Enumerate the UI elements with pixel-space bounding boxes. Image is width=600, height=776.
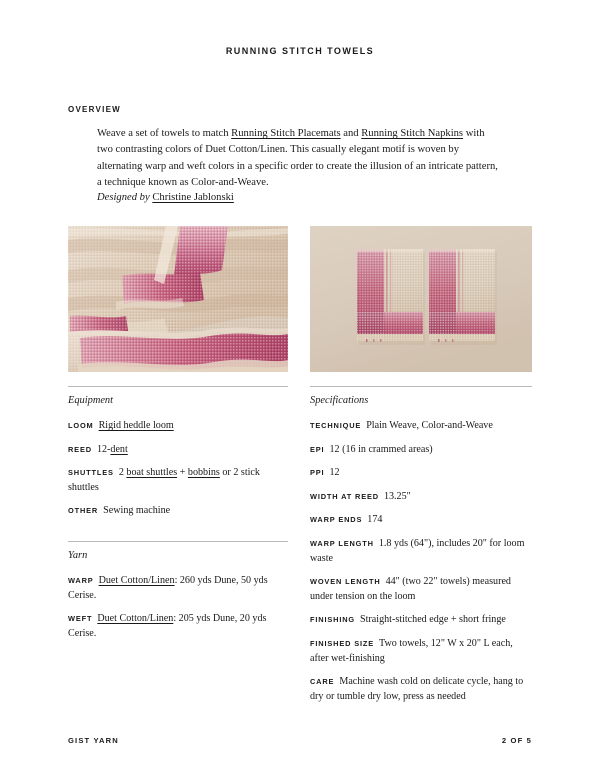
footer-page-number: 2 OF 5 xyxy=(501,736,532,745)
equipment-value-shuttles-mid: + xyxy=(177,467,188,479)
yarn-row-weft xyxy=(68,612,288,641)
towel-flatlay-photo xyxy=(310,226,532,372)
link-rigid-heddle-loom[interactable]: Rigid heddle loom xyxy=(98,420,174,431)
overview-section-label: OVERVIEW xyxy=(68,105,121,114)
spec-row-width-at-reed xyxy=(310,490,532,505)
spec-row-warp-length xyxy=(310,537,532,566)
overview-paragraph xyxy=(97,126,503,192)
spec-row-woven-length xyxy=(310,575,532,604)
spec-key-width-at-reed: WIDTH AT REED xyxy=(310,491,379,501)
equipment-row-shuttles xyxy=(68,466,288,495)
equipment-key-other: OTHER xyxy=(68,506,99,516)
link-duet-cotton-linen-weft[interactable]: Duet Cotton/Linen xyxy=(97,613,174,625)
towel-detail-photo xyxy=(68,226,288,372)
spec-key-warp-ends: WARP ENDS xyxy=(310,515,363,525)
equipment-value-shuttles-suffix: or 2 stick shuttles xyxy=(68,467,260,493)
specifications-column xyxy=(310,386,532,713)
overview-text-1: Weave a set of towels to match xyxy=(97,128,232,139)
spec-row-care xyxy=(310,675,532,704)
spec-key-finished-size: FINISHED SIZE xyxy=(310,638,375,648)
equipment-key-loom: LOOM xyxy=(68,421,94,430)
designed-by-label: Designed by xyxy=(97,192,150,203)
spec-key-woven-length: WOVEN LENGTH xyxy=(310,577,381,587)
equipment-divider xyxy=(68,386,288,387)
spec-value-epi: 12 (16 in crammed areas) xyxy=(329,443,433,455)
spec-key-ppi: PPI xyxy=(310,468,325,478)
spec-row-ppi xyxy=(310,466,532,481)
spec-value-finishing: Straight-stitched edge + short fringe xyxy=(360,614,506,626)
yarn-divider xyxy=(68,541,288,542)
yarn-key-weft: WEFT xyxy=(68,614,93,624)
spec-value-width-at-reed: 13.25" xyxy=(383,490,411,502)
yarn-value-warp: : 260 yds Dune, 50 yds Cerise. xyxy=(68,574,268,601)
towel-detail-photo-art xyxy=(68,226,288,372)
spec-row-technique xyxy=(310,419,532,434)
yarn-row-warp xyxy=(68,574,288,603)
equipment-value-reed-prefix: 12- xyxy=(96,443,111,455)
equipment-row-loom xyxy=(68,419,288,434)
equipment-value-shuttles-prefix: 2 xyxy=(118,467,127,479)
towel-flatlay-photo-art xyxy=(310,226,532,372)
link-bobbins[interactable]: bobbins xyxy=(187,467,220,479)
yarn-group-title: Yarn xyxy=(68,549,88,561)
equipment-column xyxy=(68,386,288,650)
footer-brand: GIST YARN xyxy=(68,736,119,745)
spec-value-care: Machine wash cold on delicate cycle, hang to dry or tumble dry low, press as needed xyxy=(310,676,524,702)
equipment-group-title: Equipment xyxy=(68,395,114,406)
link-dent[interactable]: dent xyxy=(110,443,128,455)
spec-row-finishing xyxy=(310,613,532,628)
equipment-value-other: Sewing machine xyxy=(103,505,171,517)
specifications-group-title: Specifications xyxy=(310,395,369,406)
spec-key-care: CARE xyxy=(310,677,335,687)
yarn-key-warp: WARP xyxy=(68,575,94,585)
spec-row-finished-size xyxy=(310,637,532,666)
spec-value-ppi: 12 xyxy=(329,467,340,479)
equipment-row-reed xyxy=(68,443,288,458)
overview-text-3: with two contrasting colors of Duet Cotton/Linen. This casually elegant motif is woven by alternating warp and weft colors in a specific order to create the illusion of an intricate pattern, a technique known as Color-and-Weave. xyxy=(97,128,498,189)
equipment-key-reed: REED xyxy=(68,444,92,454)
link-duet-cotton-linen-warp[interactable]: Duet Cotton/Linen xyxy=(98,574,175,586)
page-title: RUNNING STITCH TOWELS xyxy=(225,46,375,56)
link-running-stitch-napkins[interactable]: Running Stitch Napkins xyxy=(361,128,464,139)
link-designer-name[interactable]: Christine Jablonski xyxy=(152,192,234,203)
overview-text-2: and xyxy=(340,128,362,139)
yarn-value-weft: : 205 yds Dune, 20 yds Cerise. xyxy=(68,613,267,639)
spec-key-finishing: FINISHING xyxy=(310,615,356,625)
equipment-row-other xyxy=(68,504,288,519)
link-boat-shuttles[interactable]: boat shuttles xyxy=(126,467,178,479)
spec-row-warp-ends xyxy=(310,513,532,528)
spec-key-technique: TECHNIQUE xyxy=(310,421,362,430)
spec-key-warp-length: WARP LENGTH xyxy=(310,538,374,548)
spec-row-epi xyxy=(310,443,532,458)
specifications-divider xyxy=(310,386,532,387)
equipment-key-shuttles: SHUTTLES xyxy=(68,468,114,478)
spec-value-warp-ends: 174 xyxy=(367,514,383,526)
spec-key-epi: EPI xyxy=(310,444,325,454)
spec-value-finished-size: Two towels, 12" W x 20" L each, after wet-finishing xyxy=(310,637,513,664)
link-running-stitch-placemats[interactable]: Running Stitch Placemats xyxy=(231,128,341,139)
spec-value-warp-length: 1.8 yds (64"), includes 20" for loom waste xyxy=(310,537,525,564)
spec-value-woven-length: 44" (two 22" towels) measured under tension on the loom xyxy=(310,576,511,602)
designer-credit xyxy=(97,190,234,205)
spec-value-technique: Plain Weave, Color-and-Weave xyxy=(366,420,493,431)
